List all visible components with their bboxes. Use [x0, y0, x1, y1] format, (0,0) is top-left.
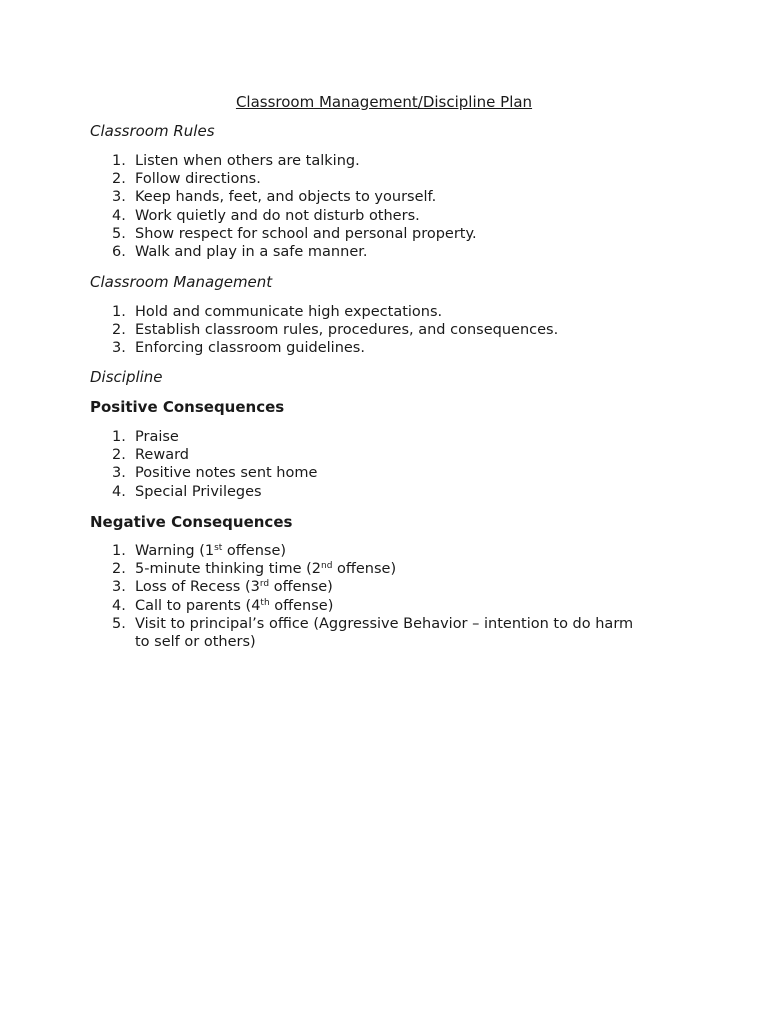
list-item: 1. Listen when others are talking. — [112, 153, 360, 169]
list-item: 2. Follow directions. — [112, 171, 261, 188]
list-item: 1. Warning (1st offense) — [112, 543, 287, 559]
positive-consequences-heading: Positive Consequences — [90, 398, 285, 416]
list-item: 1. Hold and communicate high expectations. — [112, 304, 443, 320]
list-item: 4. Special Privileges — [112, 483, 262, 500]
list-item: 3. Keep hands, feet, and objects to yourself. — [112, 189, 437, 206]
classroom-management-list — [90, 303, 690, 358]
list-item: 1. Praise — [112, 429, 179, 445]
negative-consequences-heading: Negative Consequences — [90, 513, 293, 531]
list-item: 3. Positive notes sent home — [112, 465, 318, 482]
document-title: Classroom Management/Discipline Plan — [235, 93, 533, 111]
discipline-heading: Discipline — [90, 368, 163, 386]
list-item: 5. Show respect for school and personal property. — [112, 225, 477, 242]
list-item: 4. Work quietly and do not disturb others. — [112, 207, 420, 224]
negative-consequences-list — [90, 542, 650, 651]
positive-consequences-list — [90, 428, 690, 501]
classroom-management-heading: Classroom Management — [90, 273, 273, 291]
classroom-rules-heading: Classroom Rules — [90, 122, 215, 140]
list-item: 6. Walk and play in a safe manner. — [112, 244, 368, 261]
list-item: 3. Loss of Recess (3rd offense) — [112, 579, 333, 596]
list-item: 5. Visit to principal’s office (Aggressive Behavior – intention to do harm to self or others) — [112, 615, 634, 651]
classroom-rules-list — [90, 152, 690, 261]
list-item: 2. 5-minute thinking time (2nd offense) — [112, 561, 397, 578]
list-item: 3. Enforcing classroom guidelines. — [112, 340, 365, 357]
list-item: 4. Call to parents (4th offense) — [112, 597, 334, 614]
list-item: 2. Reward — [112, 447, 189, 464]
list-item: 2. Establish classroom rules, procedures, and consequences. — [112, 322, 559, 339]
